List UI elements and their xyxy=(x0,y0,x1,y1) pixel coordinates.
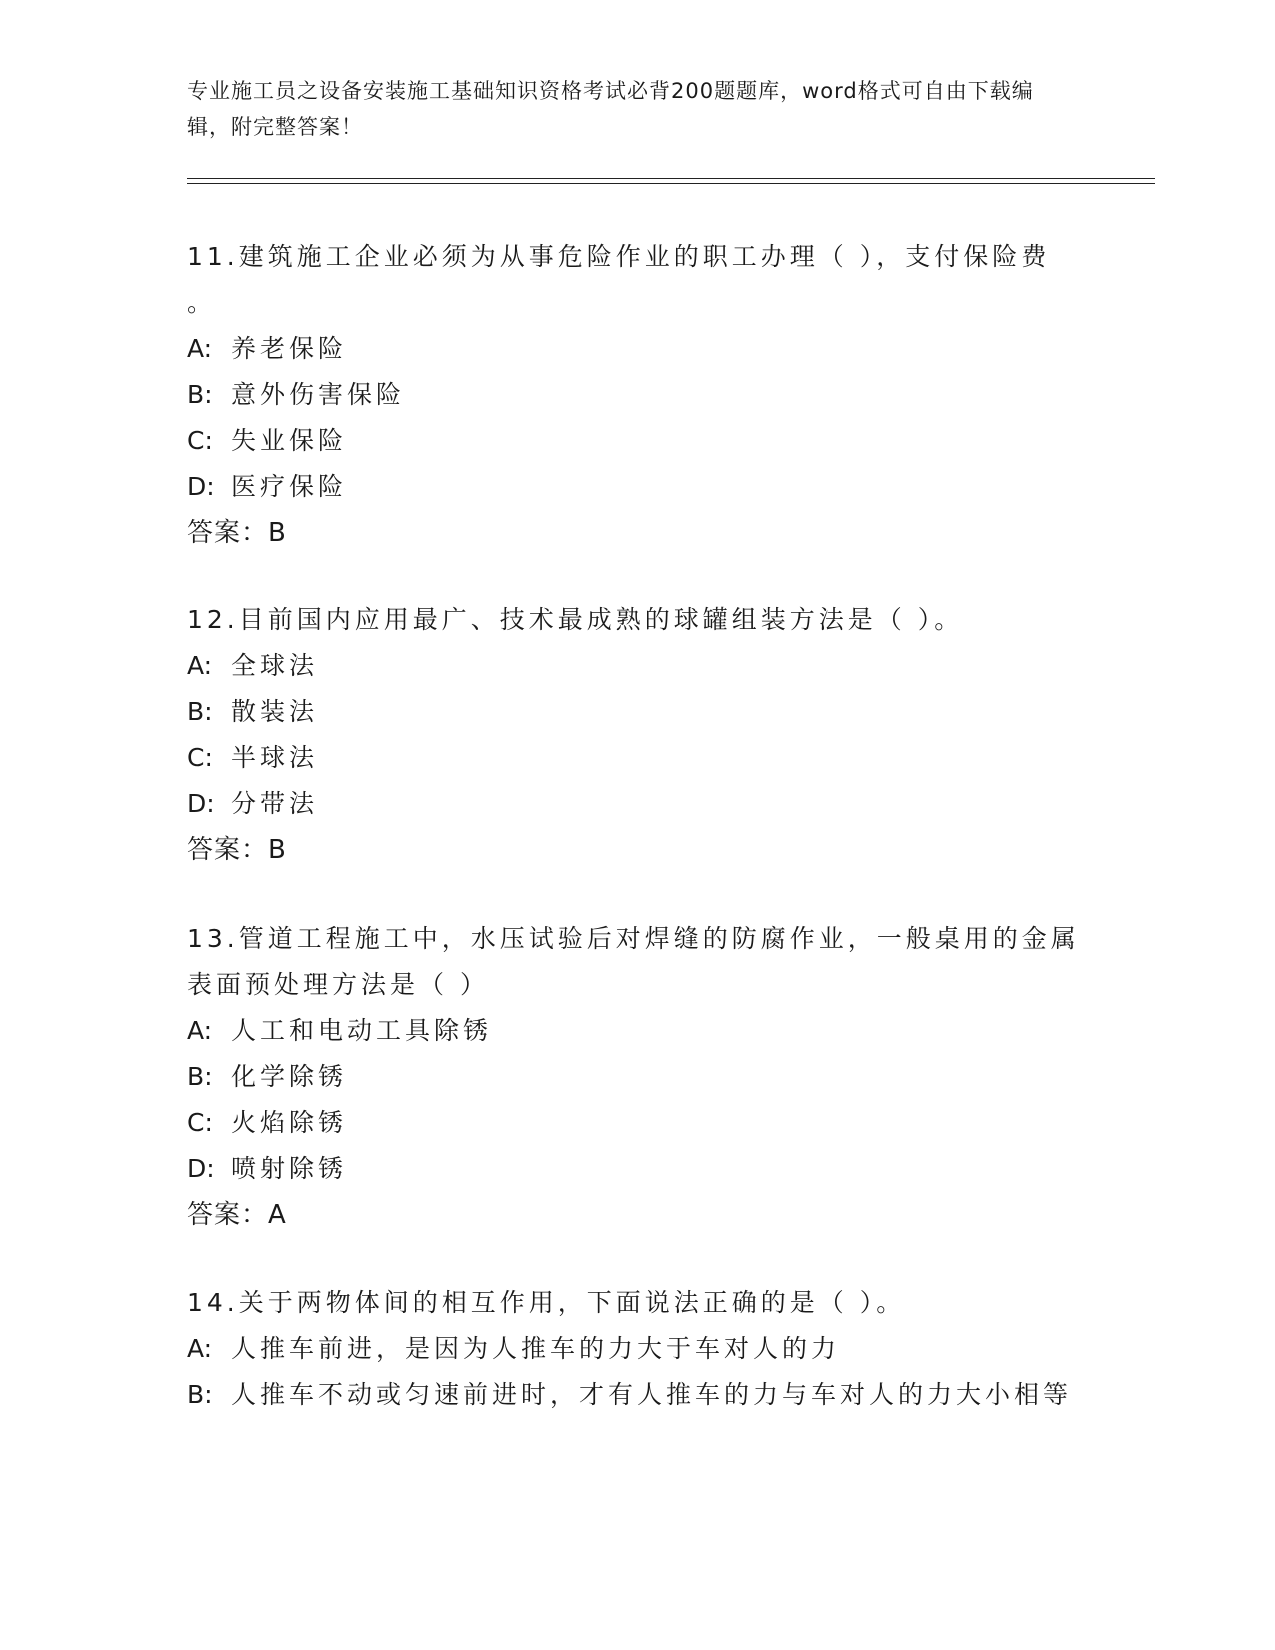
option-a xyxy=(187,326,1087,372)
option-d xyxy=(187,1146,1087,1192)
option-key: B: xyxy=(187,1380,213,1409)
question-11 xyxy=(187,234,1087,556)
option-text: 人推车前进，是因为人推车的力大于车对人的力 xyxy=(231,1334,841,1363)
option-key: D: xyxy=(187,1154,215,1183)
option-text: 人推车不动或匀速前进时，才有人推车的力与车对人的力大小相等 xyxy=(231,1380,1073,1409)
option-text: 化学除锈 xyxy=(231,1062,348,1091)
question-text: 12.目前国内应用最广、技术最成熟的球罐组装方法是（ ）。 xyxy=(187,605,964,634)
option-text: 医疗保险 xyxy=(231,472,348,501)
question-13 xyxy=(187,916,1087,1238)
option-text: 分带法 xyxy=(231,789,319,818)
option-key: C: xyxy=(187,1108,213,1137)
option-d xyxy=(187,464,1087,510)
option-text: 意外伤害保险 xyxy=(231,380,406,409)
answer-line: 答案：B xyxy=(187,835,287,865)
option-key: D: xyxy=(187,472,215,501)
document-header: 专业施工员之设备安装施工基础知识资格考试必背200题题库，word格式可自由下载编辑，附完整答案！ xyxy=(187,79,1034,139)
option-b xyxy=(187,372,1087,418)
header-divider-bottom xyxy=(187,183,1155,184)
header-divider-top xyxy=(187,178,1155,179)
option-c xyxy=(187,418,1087,464)
question-stem-tail: 。 xyxy=(187,288,213,317)
option-key: B: xyxy=(187,1062,213,1091)
option-key: C: xyxy=(187,743,213,772)
option-key: C: xyxy=(187,426,213,455)
question-12 xyxy=(187,597,1087,873)
option-text: 半球法 xyxy=(231,743,319,772)
option-key: B: xyxy=(187,380,213,409)
option-key: A: xyxy=(187,1334,213,1363)
option-text: 喷射除锈 xyxy=(231,1154,348,1183)
option-text: 散装法 xyxy=(231,697,319,726)
option-text: 养老保险 xyxy=(231,334,348,363)
option-a xyxy=(187,1008,1087,1054)
option-b xyxy=(187,1054,1087,1100)
option-key: D: xyxy=(187,789,215,818)
option-a xyxy=(187,643,1087,689)
option-c xyxy=(187,1100,1087,1146)
option-a xyxy=(187,1326,1087,1372)
question-text: 13.管道工程施工中，水压试验后对焊缝的防腐作业，一般桌用的金属表面预处理方法是（ ） xyxy=(187,924,1080,999)
option-key: A: xyxy=(187,334,213,363)
question-text: 14.关于两物体间的相互作用，下面说法正确的是（ ）。 xyxy=(187,1288,906,1317)
answer-line: 答案：A xyxy=(187,1200,287,1230)
option-key: B: xyxy=(187,697,213,726)
option-key: A: xyxy=(187,651,213,680)
question-text xyxy=(187,234,1087,326)
option-c xyxy=(187,735,1087,781)
answer-line: 答案：B xyxy=(187,518,287,548)
option-key: A: xyxy=(187,1016,213,1045)
option-text: 人工和电动工具除锈 xyxy=(231,1016,493,1045)
option-d xyxy=(187,781,1087,827)
option-b xyxy=(187,1372,1087,1418)
option-text: 失业保险 xyxy=(231,426,348,455)
question-14 xyxy=(187,1280,1087,1418)
option-b xyxy=(187,689,1087,735)
option-text: 火焰除锈 xyxy=(231,1108,348,1137)
option-text: 全球法 xyxy=(231,651,319,680)
question-stem: 11.建筑施工企业必须为从事危险作业的职工办理（ ），支付保险费 xyxy=(187,242,1051,271)
